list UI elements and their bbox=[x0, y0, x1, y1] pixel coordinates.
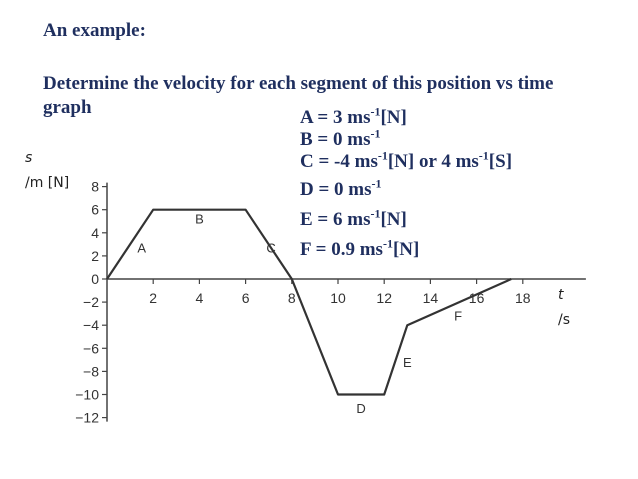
answer-e-label: E = 6 ms bbox=[300, 209, 371, 230]
y-tick-label: −12 bbox=[75, 409, 99, 426]
answer-c-dir: [N] or 4 ms bbox=[387, 151, 479, 172]
x-axis-variable: t bbox=[558, 287, 564, 303]
answer-b-label: B = 0 ms bbox=[300, 129, 371, 150]
segment-label-d: D bbox=[356, 400, 366, 416]
answer-e-unit: -1 bbox=[370, 206, 381, 221]
y-tick-label: −2 bbox=[83, 294, 99, 311]
y-tick-label: −10 bbox=[75, 386, 99, 403]
y-tick-label: 0 bbox=[91, 271, 99, 287]
x-tick-label: 14 bbox=[422, 290, 439, 306]
answer-c-dir2: [S] bbox=[488, 151, 513, 172]
y-axis-variable: s bbox=[25, 150, 33, 166]
x-tick-label: 8 bbox=[287, 290, 296, 306]
segment-label-e: E bbox=[402, 354, 412, 370]
series-line-0 bbox=[107, 210, 511, 395]
answer-f-unit: -1 bbox=[382, 236, 393, 251]
question-text: Determine the velocity for each segment of this position vs time graph bbox=[43, 73, 554, 118]
x-tick-label: 4 bbox=[195, 290, 204, 306]
segment-label-f: F bbox=[454, 308, 463, 324]
y-tick-label: 2 bbox=[91, 247, 99, 264]
segment-label-c: C bbox=[266, 240, 276, 256]
answer-b-unit: -1 bbox=[370, 126, 381, 141]
y-tick-label: 6 bbox=[91, 201, 99, 218]
y-tick-label: −8 bbox=[83, 363, 99, 380]
answer-d-unit: -1 bbox=[371, 176, 382, 191]
answer-a-dir: [N] bbox=[380, 107, 407, 128]
y-tick-label: 8 bbox=[91, 178, 99, 195]
answer-c-unit2: -1 bbox=[478, 148, 489, 163]
y-tick-label: −4 bbox=[83, 317, 99, 334]
answer-c-label: C = -4 ms bbox=[300, 151, 378, 172]
x-tick-label: 18 bbox=[515, 290, 531, 306]
x-tick-label: 12 bbox=[376, 290, 392, 306]
y-tick-label: −6 bbox=[83, 340, 99, 357]
answer-a-label: A = 3 ms bbox=[300, 107, 371, 128]
answer-a-unit: -1 bbox=[370, 104, 381, 119]
answer-f-label: F = 0.9 ms bbox=[300, 239, 383, 260]
slide-title: An example: bbox=[43, 20, 146, 41]
y-tick-label: 4 bbox=[91, 224, 99, 241]
segment-label-b: B bbox=[195, 211, 204, 227]
answer-d-label: D = 0 ms bbox=[300, 179, 372, 200]
x-tick-label: 10 bbox=[330, 290, 346, 306]
answer-f-dir: [N] bbox=[392, 239, 420, 260]
segment-label-a: A bbox=[137, 240, 146, 256]
x-tick-label: 2 bbox=[149, 290, 158, 306]
answer-c-unit: -1 bbox=[377, 148, 388, 163]
x-tick-label: 6 bbox=[241, 290, 250, 306]
x-axis-unit: /s bbox=[558, 312, 571, 328]
answer-e-dir: [N] bbox=[380, 209, 407, 230]
y-axis-unit: /m [N] bbox=[25, 175, 70, 191]
x-tick-label: 16 bbox=[468, 290, 485, 306]
